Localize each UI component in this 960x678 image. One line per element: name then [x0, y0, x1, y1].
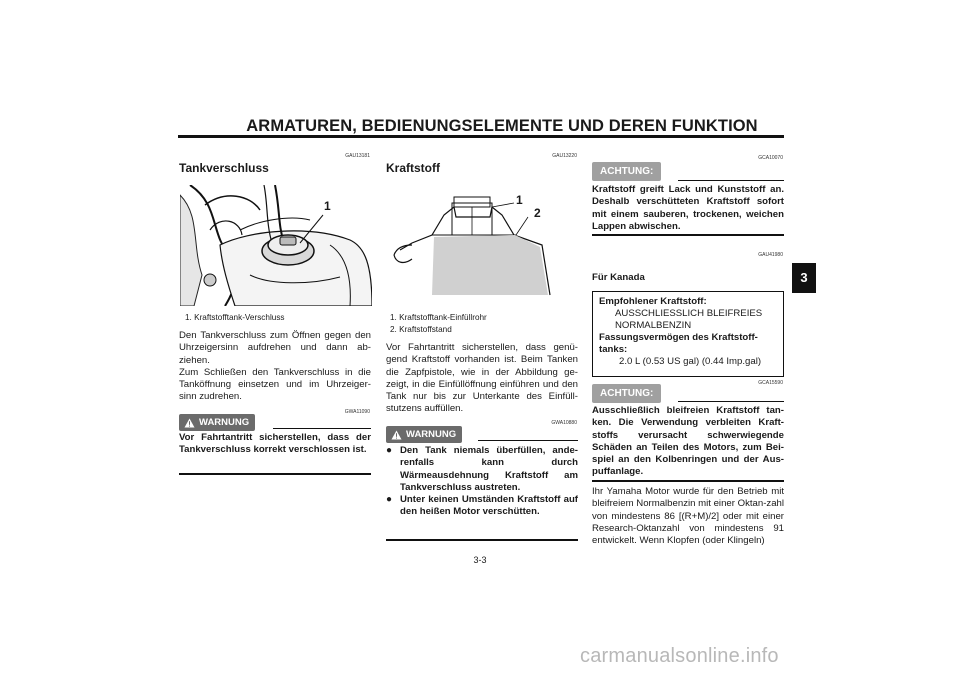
notice-text: Ausschließlich bleifreien Kraftstoff tan-ken. Die Verwendung verbleiten Kraft-stoffs verursacht schwerwiegende Schäden an Teilen des Motors, zum Bei-spiel an den Kolbenringen und der Aus-puffanlage. [592, 405, 784, 478]
spec-title: tanks: [599, 344, 628, 355]
bullet-text: Unter keinen Umständen Kraftstoff auf den heißen Motor verschütten. [400, 494, 578, 518]
body-text [179, 330, 371, 404]
warning-rule [478, 440, 578, 441]
spec-title: Empfohlener Kraftstoff: [599, 296, 707, 307]
section-code: GAU13181 [345, 153, 370, 159]
warning-bullet-list [386, 445, 578, 519]
warning-triangle-icon [391, 430, 402, 440]
notice-badge: ACHTUNG: [592, 162, 661, 181]
page-title: ARMATUREN, BEDIENUNGSELEMENTE UND DEREN FUNKTION [246, 117, 758, 135]
fuel-level-diagram [392, 195, 552, 305]
list-item [386, 494, 578, 519]
spec-value: 2.0 L (0.53 US gal) (0.44 Imp.gal) [619, 356, 762, 367]
warning-end-rule [386, 539, 578, 541]
notice-code: GCA15590 [758, 380, 783, 386]
section-heading: Kraftstoff [386, 161, 440, 175]
fuel-spec-box [592, 291, 784, 377]
figure-caption-2: 2. Kraftstoffstand [390, 325, 452, 334]
list-item [386, 445, 578, 494]
warning-code: GWA11090 [344, 409, 370, 415]
section-code: GAU41980 [758, 252, 783, 258]
warning-code: GWA10880 [551, 420, 577, 426]
figure-callout-2: 2 [534, 206, 541, 220]
warning-triangle-icon [184, 418, 195, 428]
body-text: Ihr Yamaha Motor wurde für den Betrieb mit bleifreiem Normalbenzin mit einer Oktan-zahl von mindestens 86 [(R+M)/2] oder mit einer Research-Oktanzahl von mindestens 91 entwickelt. Wenn Klopfen (oder Klingeln) [592, 486, 784, 547]
notice-end-rule [592, 480, 784, 482]
notice-rule [678, 180, 784, 181]
header-rule [178, 135, 784, 138]
notice-rule [678, 401, 784, 402]
paragraph: Den Tankverschluss zum Öffnen gegen den Uhrzeigersinn aufdrehen und dann ab-ziehen. [179, 330, 371, 366]
bullet-icon: ● [386, 494, 393, 506]
warning-text: Vor Fahrtantritt sicherstellen, dass der Tankverschluss korrekt verschlossen ist. [179, 432, 371, 456]
chapter-tab: 3 [792, 263, 816, 293]
figure-caption: 1. Kraftstofftank-Verschluss [185, 313, 285, 322]
notice-end-rule [592, 234, 784, 236]
spec-line: AUSSCHLIESSLICH BLEIFREIES [615, 308, 763, 319]
warning-badge [386, 426, 462, 443]
figure-callout-1: 1 [516, 193, 523, 207]
page-number: 3-3 [473, 555, 487, 565]
spec-title: Fassungsvermögen des Kraftstoff- [599, 332, 758, 343]
notice-code: GCA10070 [758, 155, 783, 161]
warning-label: WARNUNG [406, 429, 457, 440]
paragraph: Zum Schließen den Tankverschluss in die Tanköffnung einsetzen und im Uhrzeiger-sinn zudrehen. [179, 366, 371, 403]
subheading: Für Kanada [592, 272, 645, 283]
bullet-icon: ● [386, 445, 393, 456]
notice-badge: ACHTUNG: [592, 384, 661, 403]
section-heading: Tankverschluss [179, 161, 269, 175]
section-code: GAU13220 [552, 153, 577, 159]
warning-rule [273, 428, 371, 429]
figure-callout-1: 1 [324, 199, 331, 213]
notice-text: Kraftstoff greift Lack und Kunststoff an. Deshalb verschütteten Kraftstoff sofort mit einem sauberen, trockenen, weichen Lappen abwischen. [592, 184, 784, 232]
watermark: carmanualsonline.info [580, 645, 779, 667]
bullet-text: Den Tank niemals überfüllen, ande-renfalls kann durch Wärmeausdehnung Kraftstoff am Tankverschluss austreten. [400, 445, 578, 493]
warning-badge [179, 414, 255, 431]
fuel-cap-photo [180, 185, 372, 306]
spec-line: NORMALBENZIN [615, 320, 692, 331]
warning-label: WARNUNG [199, 417, 250, 428]
body-text: Vor Fahrtantritt sicherstellen, dass genü-gend Kraftstoff vorhanden ist. Beim Tanken die Zapfpistole, wie in der Abbildung ge-zeigt, in die Einfüllöffnung einführen und den Tank nur bis zur Unterkante des Einfüll-stutzens auffüllen. [386, 342, 578, 415]
warning-end-rule [179, 473, 371, 475]
figure-caption-1: 1. Kraftstofftank-Einfüllrohr [390, 313, 487, 322]
